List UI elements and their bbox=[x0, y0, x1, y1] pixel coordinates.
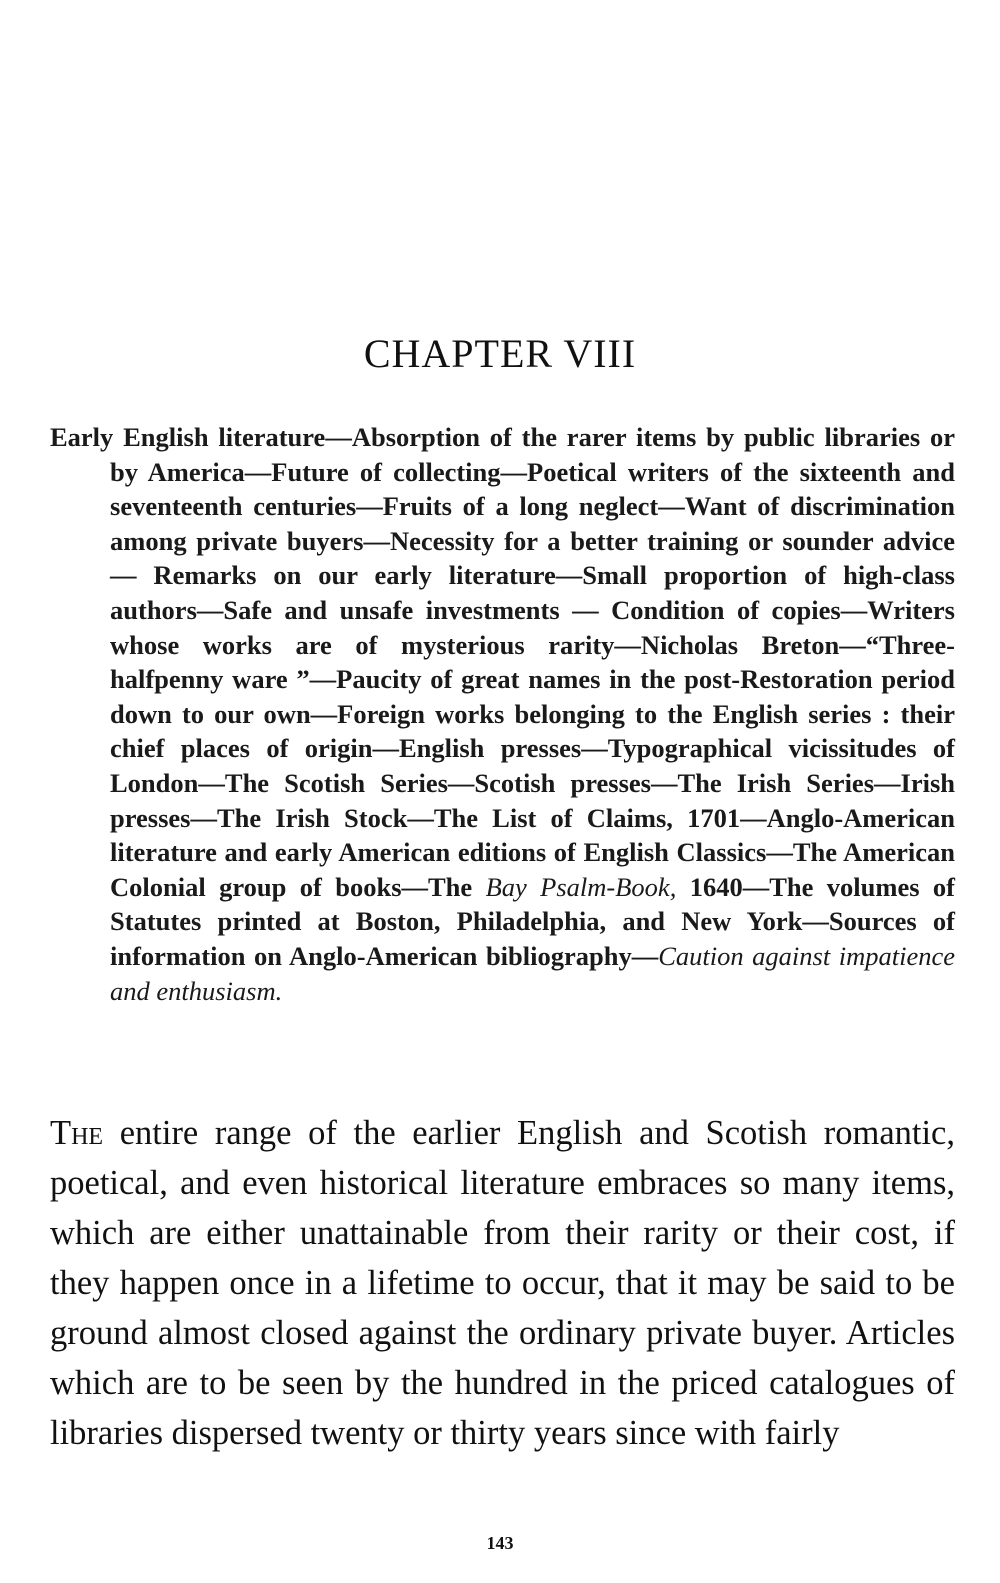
synopsis-italic-title: Bay Psalm-Book, bbox=[485, 871, 677, 902]
synopsis-text: Early English literature—Absorption of the rarer items by public libraries or by America—Future of collecting—Poetical writers of the sixteenth and seventeenth centuries—Fruits of a long neglect—Want of discrimination among private buyers—Necessity for a better training or sounder advice — Remarks on our early literature—Small proportion of high-class authors—Safe and unsafe investments — Condition of copies—Writers whose works are of mysterious rarity—Nicholas Breton—“Three-halfpenny ware ”—Paucity of great names in the post-Restoration period down to our own—Foreign works belonging to the English series : their chief places of origin—English presses—Typographical vicissitudes of London—The Scotish Series—Scotish presses—The Irish Series—Irish presses—The Irish Stock—The List of Claims, 1701—Anglo-American literature and early American editions of English Classics—The American Colonial group of books—The bbox=[50, 422, 955, 902]
paragraph-text: entire range of the earlier English and Scotish romantic, poetical, and even historical literature embraces so many items, which are either unattainable from their rarity or their cost, if they happen once in a lifetime to occur, that it may be said to be ground almost closed against the ordinary private buyer. Articles which are to be seen by the hundred in the priced catalogues of libraries dispersed twenty or thirty years since with fairly bbox=[50, 1114, 955, 1452]
page-number: 143 bbox=[486, 1533, 514, 1553]
body-paragraph bbox=[50, 1108, 955, 1458]
chapter-synopsis bbox=[50, 420, 955, 1008]
synopsis-text-continued: 1640—The volumes of Statutes printed at Boston, Philadelphia, and New York—Sources of information on Anglo-American bibliography— bbox=[110, 871, 955, 971]
chapter-title: CHAPTER VIII bbox=[363, 331, 637, 376]
paragraph-lead-word: The bbox=[50, 1114, 104, 1152]
synopsis-italic-closing: Caution against impatience and enthusiasm. bbox=[110, 940, 955, 1006]
